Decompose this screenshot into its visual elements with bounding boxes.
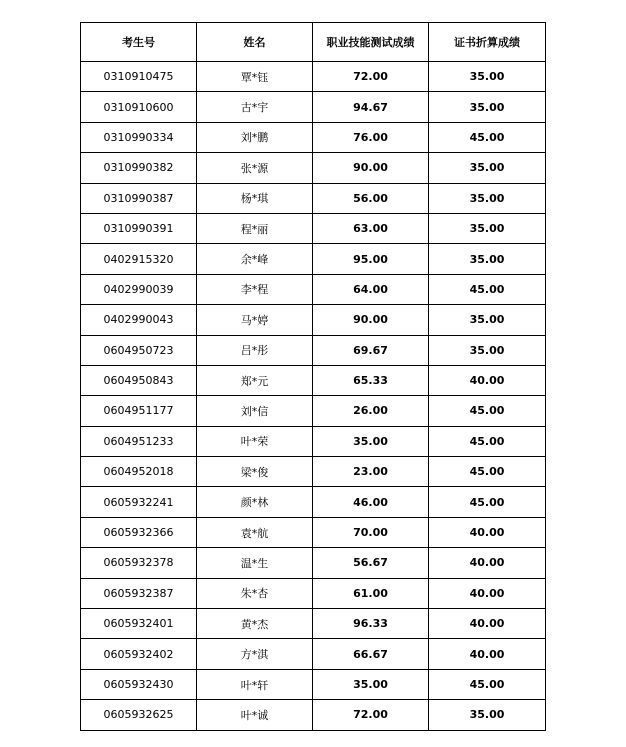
name-cell: 李*程 bbox=[197, 274, 313, 304]
skill-test-score-cell: 35.00 bbox=[313, 669, 429, 699]
skill-test-score-cell: 66.67 bbox=[313, 639, 429, 669]
name-cell: 刘*鹏 bbox=[197, 122, 313, 152]
certificate-score-cell: 35.00 bbox=[429, 335, 546, 365]
exam-number-cell: 0605932402 bbox=[81, 639, 197, 669]
skill-test-score-cell: 65.33 bbox=[313, 365, 429, 395]
table-row bbox=[81, 548, 546, 578]
table-row bbox=[81, 183, 546, 213]
skill-test-score-cell: 26.00 bbox=[313, 396, 429, 426]
name-cell: 程*丽 bbox=[197, 213, 313, 243]
exam-number-cell: 0604950843 bbox=[81, 365, 197, 395]
exam-number-cell: 0604952018 bbox=[81, 457, 197, 487]
skill-test-score-cell: 56.00 bbox=[313, 183, 429, 213]
table-row bbox=[81, 365, 546, 395]
name-cell: 刘*信 bbox=[197, 396, 313, 426]
certificate-score-cell: 40.00 bbox=[429, 517, 546, 547]
certificate-score-cell: 40.00 bbox=[429, 578, 546, 608]
skill-test-score-cell: 95.00 bbox=[313, 244, 429, 274]
table-body bbox=[81, 62, 546, 731]
skill-test-score-cell: 69.67 bbox=[313, 335, 429, 365]
certificate-score-cell: 35.00 bbox=[429, 153, 546, 183]
exam-number-cell: 0310910600 bbox=[81, 92, 197, 122]
name-cell: 叶*诚 bbox=[197, 700, 313, 730]
table-row bbox=[81, 244, 546, 274]
header-certificate-score: 证书折算成绩 bbox=[429, 23, 546, 62]
name-cell: 温*生 bbox=[197, 548, 313, 578]
exam-number-cell: 0605932366 bbox=[81, 517, 197, 547]
exam-number-cell: 0604950723 bbox=[81, 335, 197, 365]
skill-test-score-cell: 72.00 bbox=[313, 700, 429, 730]
exam-number-cell: 0310990391 bbox=[81, 213, 197, 243]
skill-test-score-cell: 46.00 bbox=[313, 487, 429, 517]
table-row bbox=[81, 426, 546, 456]
table-row bbox=[81, 62, 546, 92]
table-header bbox=[81, 23, 546, 62]
skill-test-score-cell: 96.33 bbox=[313, 609, 429, 639]
certificate-score-cell: 35.00 bbox=[429, 183, 546, 213]
name-cell: 郑*元 bbox=[197, 365, 313, 395]
exam-number-cell: 0604951233 bbox=[81, 426, 197, 456]
table-row bbox=[81, 213, 546, 243]
certificate-score-cell: 35.00 bbox=[429, 92, 546, 122]
name-cell: 马*婷 bbox=[197, 305, 313, 335]
exam-number-cell: 0605932430 bbox=[81, 669, 197, 699]
skill-test-score-cell: 70.00 bbox=[313, 517, 429, 547]
name-cell: 覃*钰 bbox=[197, 62, 313, 92]
skill-test-score-cell: 72.00 bbox=[313, 62, 429, 92]
table-row bbox=[81, 153, 546, 183]
exam-number-cell: 0402990039 bbox=[81, 274, 197, 304]
certificate-score-cell: 35.00 bbox=[429, 244, 546, 274]
certificate-score-cell: 35.00 bbox=[429, 62, 546, 92]
table-row bbox=[81, 639, 546, 669]
exam-number-cell: 0402990043 bbox=[81, 305, 197, 335]
exam-number-cell: 0310990334 bbox=[81, 122, 197, 152]
table-row bbox=[81, 457, 546, 487]
table-row bbox=[81, 122, 546, 152]
name-cell: 余*峰 bbox=[197, 244, 313, 274]
skill-test-score-cell: 64.00 bbox=[313, 274, 429, 304]
name-cell: 古*宇 bbox=[197, 92, 313, 122]
certificate-score-cell: 45.00 bbox=[429, 274, 546, 304]
name-cell: 叶*轩 bbox=[197, 669, 313, 699]
name-cell: 黄*杰 bbox=[197, 609, 313, 639]
certificate-score-cell: 35.00 bbox=[429, 305, 546, 335]
certificate-score-cell: 40.00 bbox=[429, 365, 546, 395]
table-row bbox=[81, 335, 546, 365]
name-cell: 梁*俊 bbox=[197, 457, 313, 487]
exam-number-cell: 0605932241 bbox=[81, 487, 197, 517]
certificate-score-cell: 40.00 bbox=[429, 609, 546, 639]
skill-test-score-cell: 56.67 bbox=[313, 548, 429, 578]
skill-test-score-cell: 76.00 bbox=[313, 122, 429, 152]
name-cell: 方*淇 bbox=[197, 639, 313, 669]
exam-number-cell: 0310990382 bbox=[81, 153, 197, 183]
score-table bbox=[80, 22, 546, 731]
name-cell: 吕*彤 bbox=[197, 335, 313, 365]
exam-number-cell: 0402915320 bbox=[81, 244, 197, 274]
table-row bbox=[81, 305, 546, 335]
skill-test-score-cell: 90.00 bbox=[313, 153, 429, 183]
certificate-score-cell: 40.00 bbox=[429, 639, 546, 669]
name-cell: 杨*琪 bbox=[197, 183, 313, 213]
certificate-score-cell: 45.00 bbox=[429, 122, 546, 152]
skill-test-score-cell: 63.00 bbox=[313, 213, 429, 243]
header-name: 姓名 bbox=[197, 23, 313, 62]
name-cell: 朱*杏 bbox=[197, 578, 313, 608]
table-row bbox=[81, 396, 546, 426]
exam-number-cell: 0310990387 bbox=[81, 183, 197, 213]
table-row bbox=[81, 669, 546, 699]
header-row bbox=[81, 23, 546, 62]
skill-test-score-cell: 61.00 bbox=[313, 578, 429, 608]
skill-test-score-cell: 90.00 bbox=[313, 305, 429, 335]
table-row bbox=[81, 274, 546, 304]
certificate-score-cell: 45.00 bbox=[429, 669, 546, 699]
certificate-score-cell: 45.00 bbox=[429, 487, 546, 517]
certificate-score-cell: 45.00 bbox=[429, 426, 546, 456]
table-row bbox=[81, 487, 546, 517]
certificate-score-cell: 35.00 bbox=[429, 213, 546, 243]
certificate-score-cell: 40.00 bbox=[429, 548, 546, 578]
exam-number-cell: 0605932387 bbox=[81, 578, 197, 608]
header-skill-test-score: 职业技能测试成绩 bbox=[313, 23, 429, 62]
table-row bbox=[81, 700, 546, 730]
exam-number-cell: 0605932378 bbox=[81, 548, 197, 578]
certificate-score-cell: 45.00 bbox=[429, 457, 546, 487]
name-cell: 叶*荣 bbox=[197, 426, 313, 456]
certificate-score-cell: 35.00 bbox=[429, 700, 546, 730]
table-row bbox=[81, 92, 546, 122]
table-row bbox=[81, 578, 546, 608]
skill-test-score-cell: 23.00 bbox=[313, 457, 429, 487]
table-row bbox=[81, 609, 546, 639]
header-exam-number: 考生号 bbox=[81, 23, 197, 62]
certificate-score-cell: 45.00 bbox=[429, 396, 546, 426]
name-cell: 张*源 bbox=[197, 153, 313, 183]
exam-number-cell: 0605932625 bbox=[81, 700, 197, 730]
table-row bbox=[81, 517, 546, 547]
exam-number-cell: 0604951177 bbox=[81, 396, 197, 426]
exam-number-cell: 0605932401 bbox=[81, 609, 197, 639]
name-cell: 袁*航 bbox=[197, 517, 313, 547]
skill-test-score-cell: 94.67 bbox=[313, 92, 429, 122]
name-cell: 颜*林 bbox=[197, 487, 313, 517]
skill-test-score-cell: 35.00 bbox=[313, 426, 429, 456]
exam-number-cell: 0310910475 bbox=[81, 62, 197, 92]
